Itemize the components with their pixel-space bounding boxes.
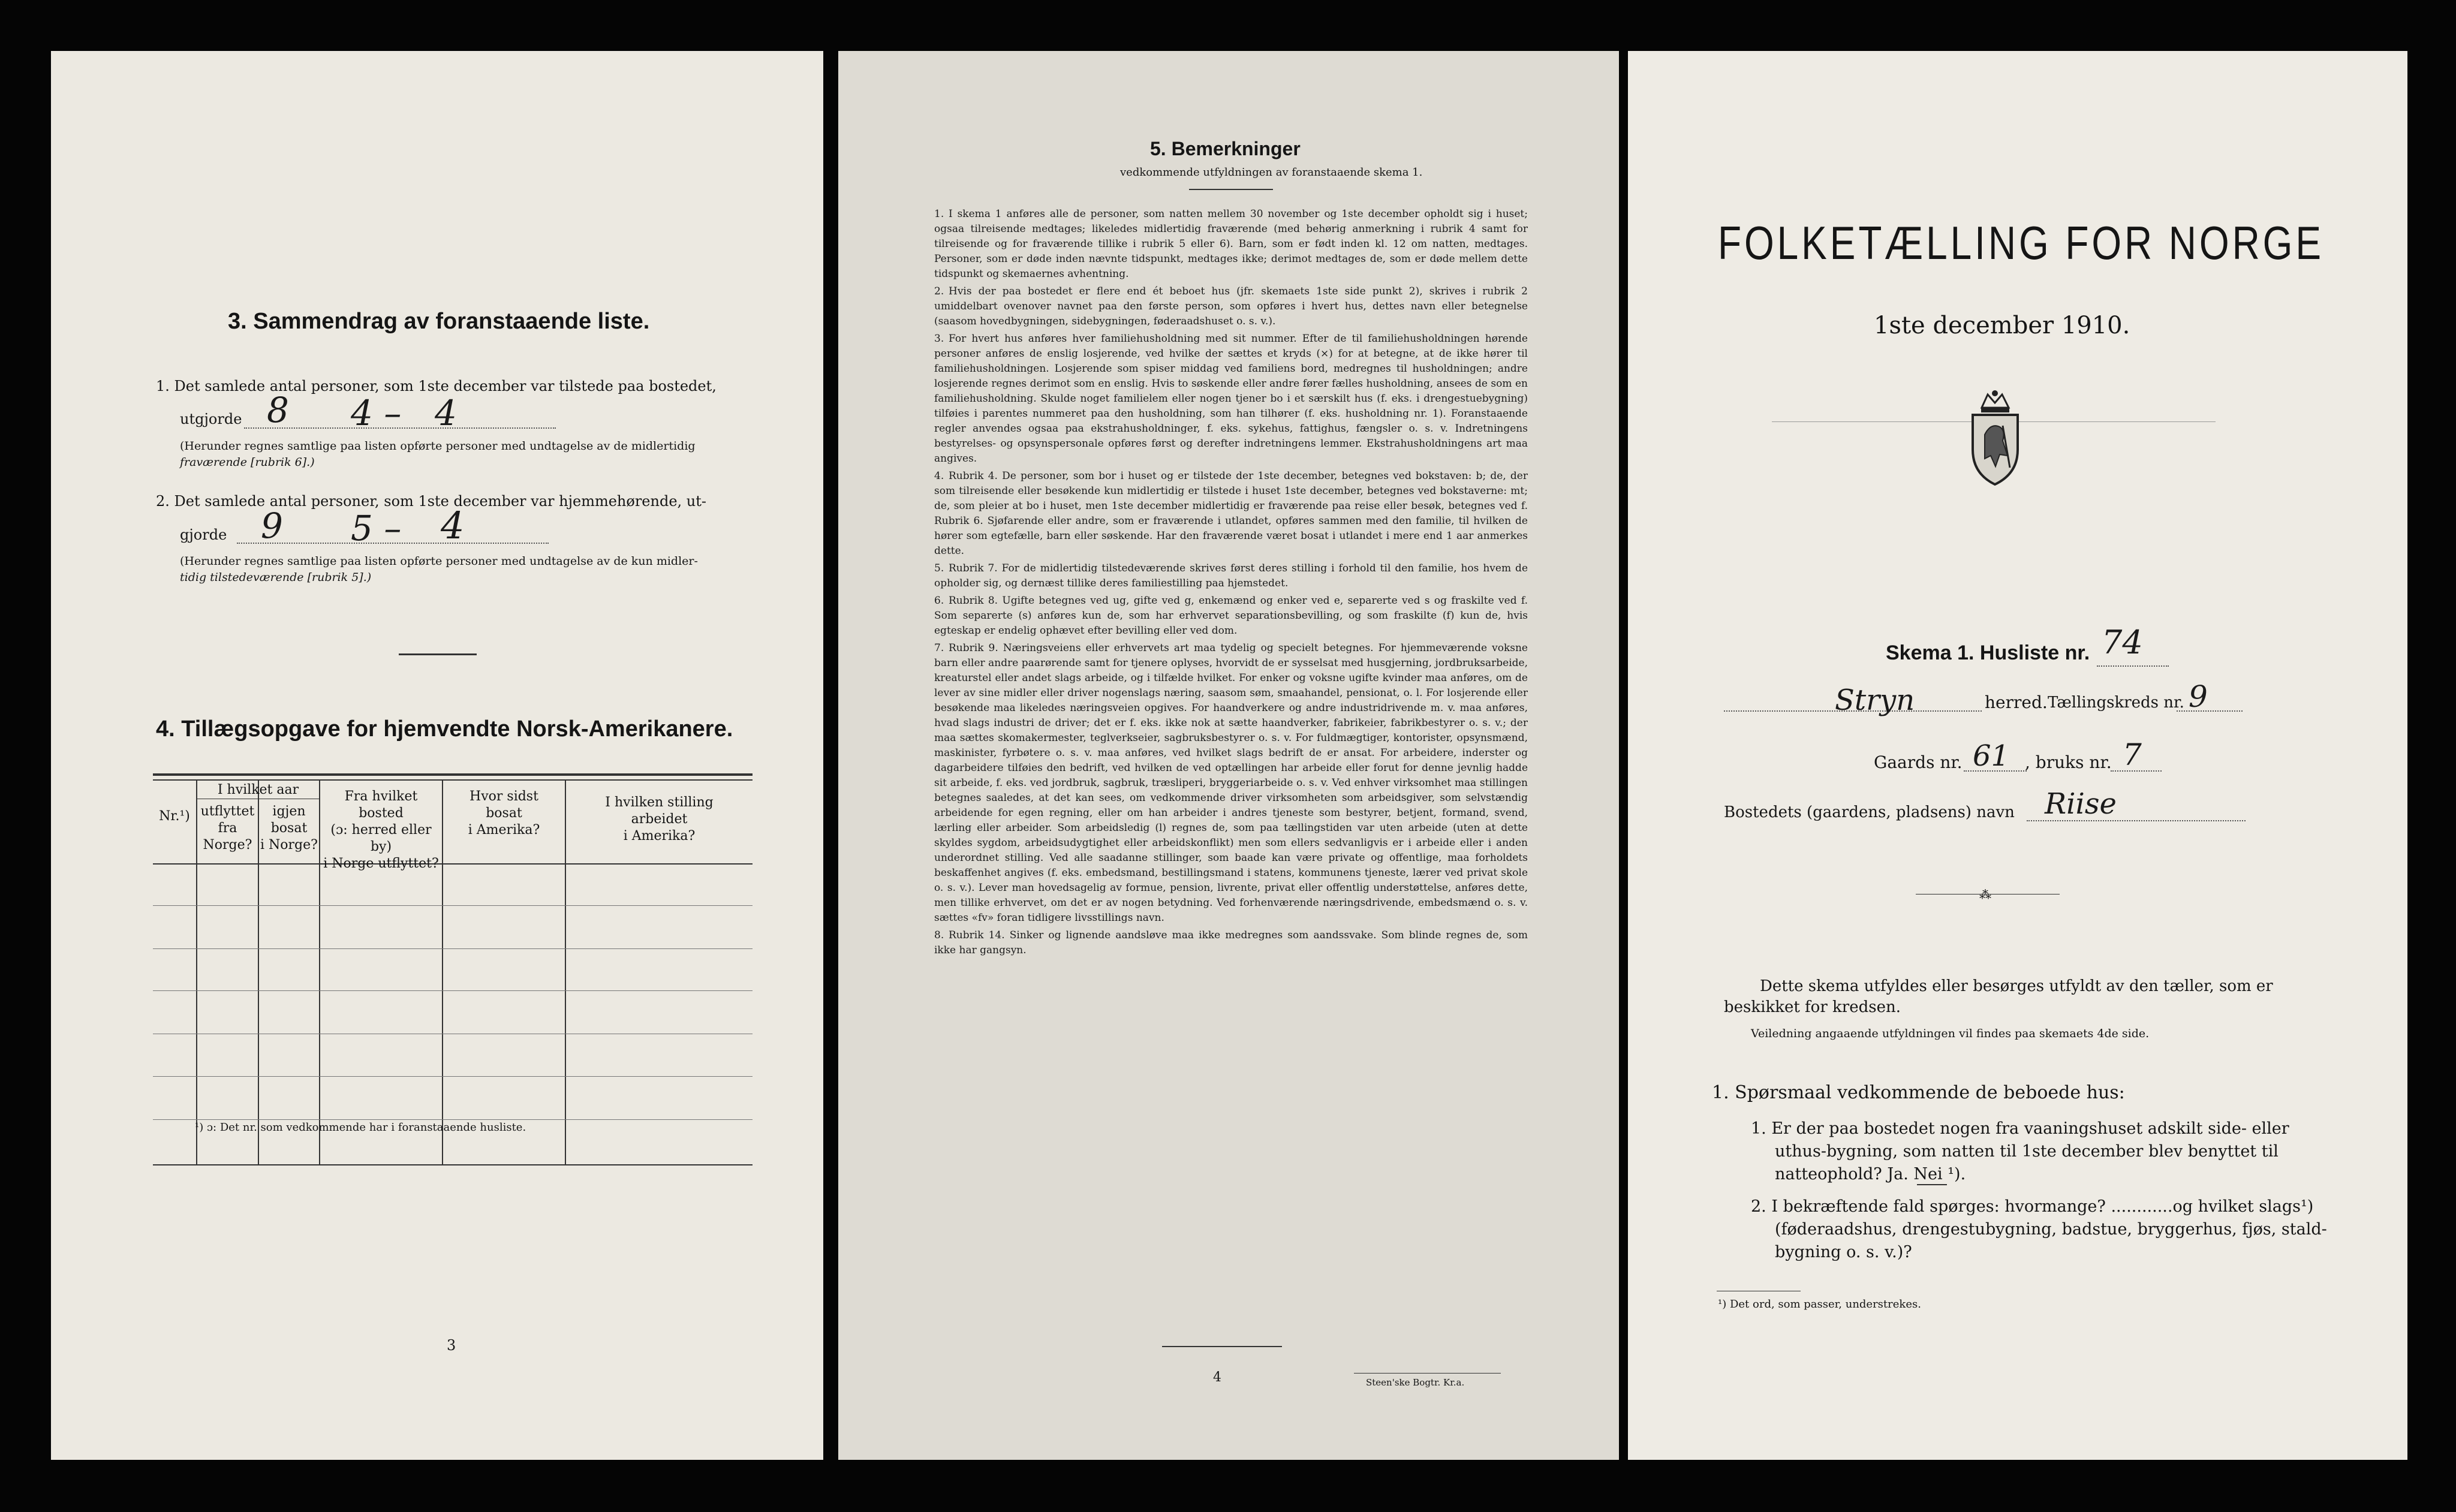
item1-split2: 4 [435,393,457,433]
item2-line1: 2. Det samlede antal personer, som 1ste december var hjemmehørende, ut- [156,493,706,510]
questions-heading: 1. Spørsmaal vedkommende de beboede hus: [1712,1082,2125,1103]
intro-line1: Dette skema utfyldes eller besørges utfyldt av den tæller, som er [1760,977,2273,995]
item2-split2: 4 [441,504,465,547]
col-bosat-header: igjen bosat i Norge? [260,804,318,853]
col-bosted-header: Fra hvilket bosted (ɔ: herred eller by) i Norge utflyttet? [323,789,439,871]
herred-label: herred. [1985,692,2048,712]
remark-item: 7. Rubrik 9. Næringsveiens eller erhvervets art maa tydelig og specielt betegnes. For hjemmeværende voksne barn eller andre paarørende samt for tjenere oplyses, hvorvidt de er sysselsat med husgjerning, jordbruksarbeide, kreaturstel eller andet slags arbeide, og i tilfælde hvilket. For enker og voksne ugifte kvinder maa anføres, om de lever av sine midler eller driver nogenslags næring, saasom søm, smaahandel, pensionat, o. l. For losjerende eller besøkende maa likeledes næringsveien opgives. For haandverkere og andre industridrivende m. v. maa anføres, hvad slags industri de driver; det er f. eks. ikke nok at sætte haandverker, fabrikeier, fabrikbestyrer o. s. v.; der maa sættes skomakermester, teglverkseier, sagbruksbestyrer o. s. v. For fuldmægtiger, kontorister, opsynsmænd, maskinister, fyrbøtere o. s. v. maa anføres, ved hvilket slags bedrift de er ansat. For arbeidere, inderster og dagarbeidere tilføies den bedrift, ved hvilken de ved optællingen har arbeide eller forut for denne jevnlig hadde sit arbeide, f. eks. ved jordbruk, sagbruk, træsliperi, bryggeriarbeide o. s. v. Ved enhver virksomhet maa stillingen betegnes saaledes, at det kan sees, om vedkommende driver virksomheten som arbeidsgiver, som selvstændig arbeidende for egen regning, eller om han arbeider i andres tjeneste som bestyrer, betjent, formand, svend, lærling eller arbeider. Som arbeidsledig (l) regnes de, som paa tællingstiden var uten arbeide (uten at dette skyldes sygdom, arbeidsudygtighet eller arbeidskonflikt) men som ellers sedvanligvis er i arbeide eller i anden underordnet stilling. Ved alle saadanne stillinger, som baade kan være private og offentlige, maa forholdets beskaffenhet angives (f. eks. embedsmand, bestillingsmand i statens, kommunens tjeneste, lærer ved privat skole o. s. v.). Lever man hovedsagelig av formue, pension, livrente, privat eller offentlig understøttelse, anføres dette, men tillike erhvervet, om det er av nogen betydning. Ved forhenværende næringsdrivende, embedsmænd o. s. v. sættes «fv» foran tidligere livsstillings navn. [934,642,1528,924]
remark-item: 3. For hvert hus anføres hver familiehusholdning med sit nummer. Efter de til familiehusholdningen hørende personer anføres de enslig losjerende, ved hvilke der sættes et kryds (×) for at betegne, at de ikke hører til familiehusholdningen. Losjerende som spiser middag ved familiens bord, medregnes til husholdningen; andre losjerende regnes derimot som en enslig. Hvis to søskende eller andre fører fælles husholdning, ansees de som en familiehusholdning. Skulde noget familielem eller nogen tjener bo i et særskilt hus (f. eks. i drengestuebygning) tilføies i parentes nummeret paa den husholdning, som han tilhører (f. eks. husholdning nr. 1). Foranstaaende regler anvendes ogsaa paa ekstrahusholdninger, f. eks. sykehus, fattighus, fængsler o. s. v. Indretningens bestyrelses- og opsynspersonale opføres først og derefter indretningens lemmer. Ekstrahusholdningens art maa angives. [934,333,1528,465]
item1-prefix: utgjorde [180,411,242,427]
q2-line3: bygning o. s. v.)? [1775,1243,1912,1261]
section3-title: 3. Sammendrag av foranstaaende liste. [228,309,650,334]
item2-total: 9 [261,505,283,546]
left-footnote: ¹) ɔ: Det nr. som vedkommende har i foranstaaende husliste. [195,1121,526,1134]
husliste-nr-value: 74 [2102,624,2143,661]
remarks-subtitle: vedkommende utfyldningen av foranstaaende skema 1. [1120,166,1423,179]
item2-prefix: gjorde [180,526,227,543]
col-nr-header: Nr.¹) [159,809,190,824]
printer-mark: Steen'ske Bogtr. Kr.a. [1366,1377,1465,1388]
remark-item: 8. Rubrik 14. Sinker og lignende aandsløve maa ikke medregnes som aandssvake. Som blinde regnes de, som ikke har gangsyn. [934,929,1528,956]
bruks-label: , bruks nr. [2025,752,2112,772]
item1-line1: 1. Det samlede antal personer, som 1ste december var tilstede paa bostedet, [156,378,717,394]
remarks-title: 5. Bemerkninger [1150,138,1301,159]
left-page-number: 3 [447,1337,456,1354]
remark-item: 1. I skema 1 anføres alle de personer, som natten mellem 30 november og 1ste december opholdt sig i huset; ogsaa tilreisende medtages; likeledes midlertidig fraværende (med behørig anmerkning i rubrik 4 samt for tilreisende og for fraværende tillike i rubrik 5 eller 6). Barn, som er født inden kl. 12 om natten, medtages. Personer, som er døde inden nævnte tidspunkt, medtages ikke; derimot medtages de, som er døde mellem dette tidspunkt og skemaernes avhentning. [934,208,1528,280]
remark-item: 5. Rubrik 7. For de midlertidig tilstedeværende skrives først deres stilling i forhold til den familie, hos hvem de opholder sig, og dernæst tillike deres familiestilling paa hjemstedet. [934,562,1528,589]
gaards-value: 61 [1973,739,2010,773]
bruks-value: 7 [2123,737,2142,772]
col-aar-group-header: I hvilket aar [217,782,299,797]
q2-line1: 2. I bekræftende fald spørges: hvormange? ............og hvilket slags¹) [1751,1197,2314,1216]
q1-line2: uthus-bygning, som natten til 1ste december blev benyttet til [1775,1142,2279,1161]
remarks-list [934,207,1528,960]
skema-label: Skema 1. Husliste nr. [1886,641,2090,664]
right-page [1628,51,2407,1460]
item1-note1: (Herunder regnes samtlige paa listen opførte personer med undtagelse av de midlertidig [180,439,696,453]
gaards-label: Gaards nr. [1874,752,1963,772]
remark-item: 6. Rubrik 8. Ugifte betegnes ved ug, gifte ved g, enkemænd og enker ved e, separerte ved s og fraskilte ved f. Som separerte (s) anføres kun de, som har erhvervet separationsbevilling, og som fraskilte (f) kun de, hvis egteskap er endelig ophævet efter bevilling eller ved dom. [934,595,1528,637]
main-title: FOLKETÆLLING FOR NORGE [1718,216,2324,269]
bosted-value: Riise [2045,787,2117,821]
intro-line2: beskikket for kredsen. [1724,998,1901,1016]
item1-note2: fraværende [rubrik 6].) [180,456,315,469]
q2-line2: (føderaadshus, drengestubygning, badstue, bryggerhus, fjøs, stald- [1775,1220,2327,1239]
item1-split1: 4 – [351,393,402,433]
middle-page [838,51,1619,1460]
col-utflyttet-header: utflyttet fra Norge? [200,804,255,853]
ornament-icon: ⁂ [1979,887,1991,902]
right-footnote: ¹) Det ord, som passer, understrekes. [1718,1298,1921,1311]
item2-note1: (Herunder regnes samtlige paa listen opførte personer med undtagelse av de kun midler- [180,555,698,568]
col-amerika-header: Hvor sidst bosat i Amerika? [468,789,540,838]
section4-title: 4. Tillægsopgave for hjemvendte Norsk-Amerikanere. [156,716,733,742]
nei-underline [1917,1184,1947,1185]
census-date: 1ste december 1910. [1874,312,2130,339]
herred-value: Stryn [1835,683,1915,717]
q1-line3: natteophold? Ja. Nei ¹). [1775,1165,1966,1183]
left-page [51,51,823,1460]
item1-total: 8 [267,390,289,430]
bosted-label: Bostedets (gaardens, pladsens) navn [1724,803,2015,821]
norsk-amerikaner-table [153,773,753,1169]
middle-page-number: 4 [1213,1370,1221,1385]
veiledning-note: Veiledning angaaende utfyldningen vil findes paa skemaets 4de side. [1751,1027,2150,1040]
kreds-value: 9 [2189,679,2208,714]
item2-split1: 5 – [351,508,402,549]
col-stilling-header: I hvilken stilling arbeidet i Amerika? [605,795,714,844]
kreds-label: Tællingskreds nr. [2048,694,2184,712]
q1-line1: 1. Er der paa bostedet nogen fra vaaningshuset adskilt side- eller [1751,1119,2289,1138]
remark-item: 4. Rubrik 4. De personer, som bor i huset og er tilstede der 1ste december, betegnes ved bokstaven: b; de, der som tilreisende eller besøkende kun midlertidig er tilstede i huset 1ste december, betegnes ved bokstaverne: mt; de, som pleier at bo i huset, men 1ste december midlertidig er fraværende paa reise eller besøk, betegnes ved f. Rubrik 6. Sjøfarende eller andre, som er fraværende i utlandet, opføres sammen med den familie, til hvilken de hører som egtefælle, barn eller søskende. Har den fraværende været bosat i utlandet i mere end 1 aar anmerkes dette. [934,470,1528,557]
norway-coat-of-arms-icon [1967,390,2024,486]
item2-note2: tidig tilstedeværende [rubrik 5].) [180,571,372,584]
remark-item: 2. Hvis der paa bostedet er flere end ét beboet hus (jfr. skemaets 1ste side punkt 2), skrives i rubrik 2 umiddelbart ovenover navnet paa den første person, som opføres i hvert hus, dettes navn eller betegnelse (saasom hovedbygningen, sidebygningen, føderaadshuset o. s. v.). [934,285,1528,327]
